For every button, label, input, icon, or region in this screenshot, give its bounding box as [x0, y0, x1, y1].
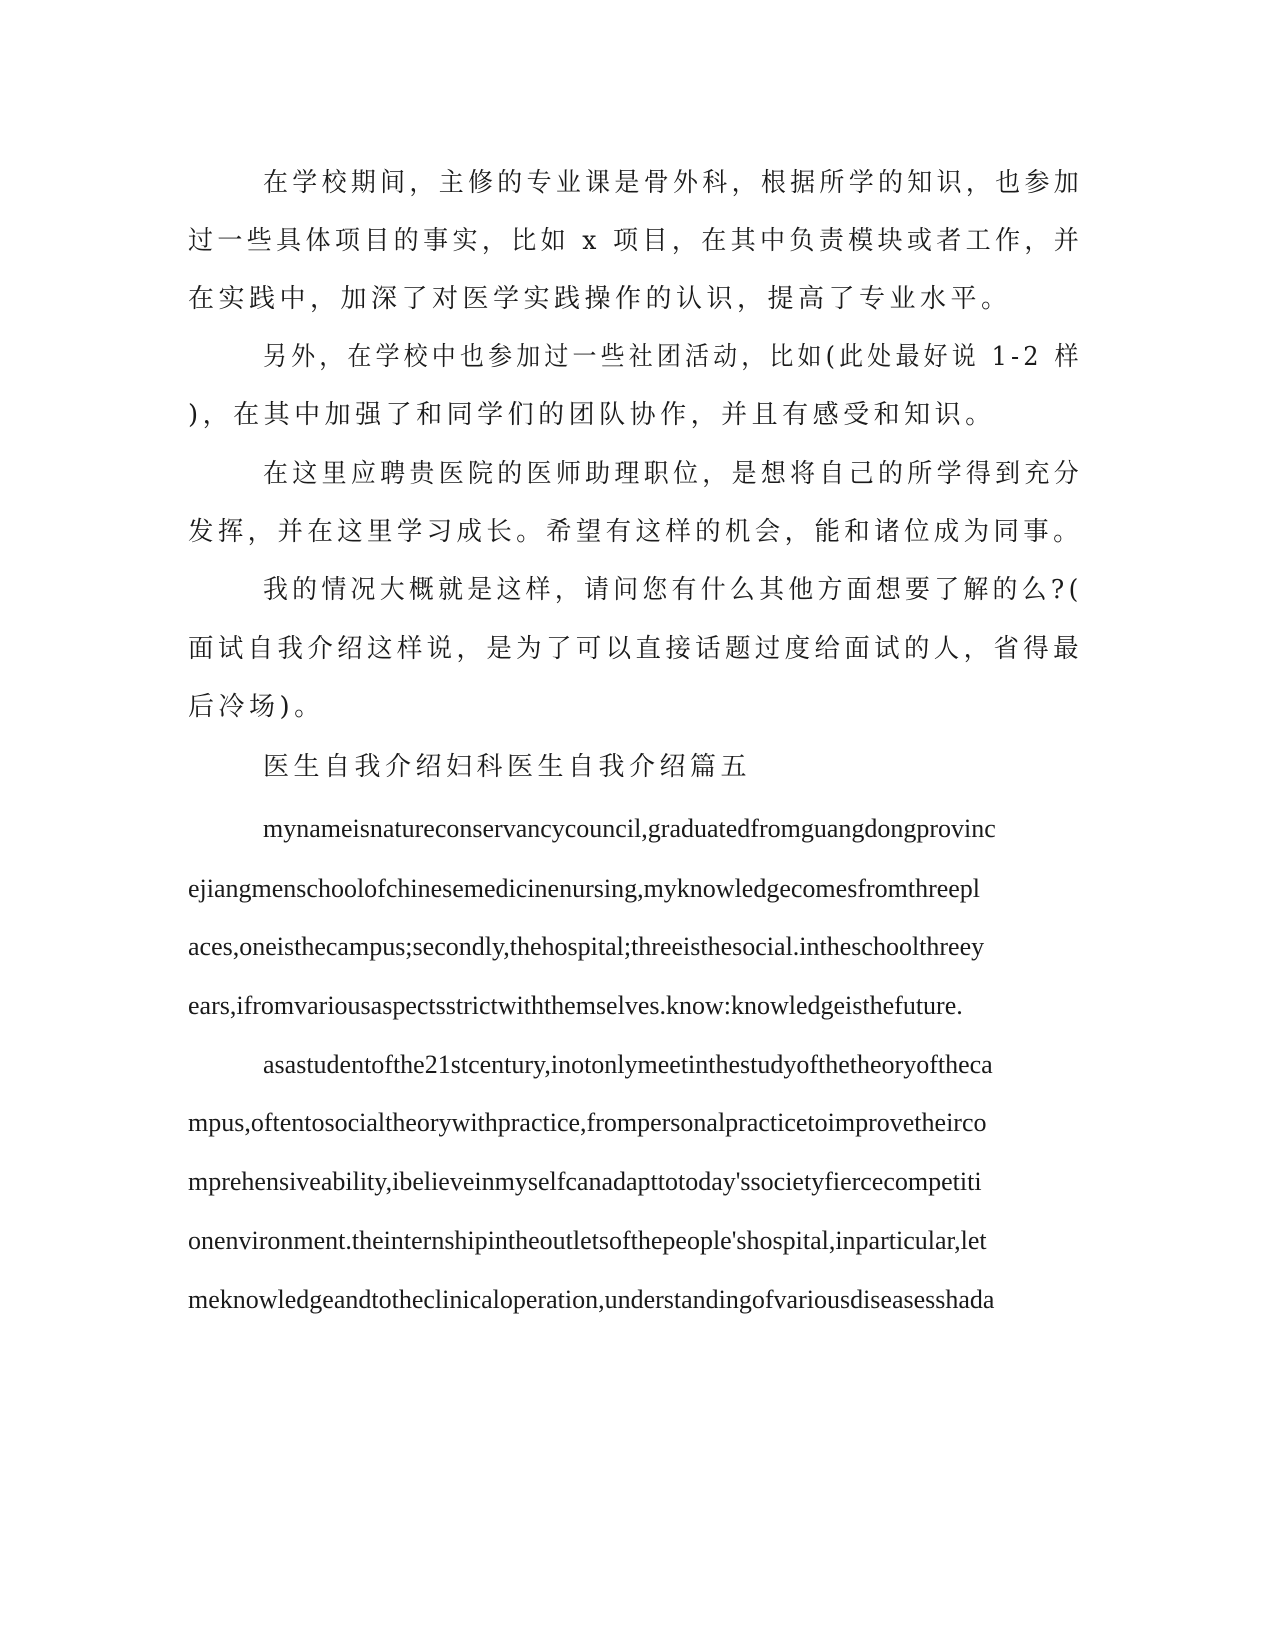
paragraph-6-line-4: onenvironment.theinternshipintheoutletsofthepeople'shospital,inparticular,let: [188, 1226, 987, 1255]
paragraph-5-line-2: ejiangmenschoolofchinesemedicinenursing,myknowledgecomesfromthreepl: [188, 874, 981, 903]
paragraph-4-line-2: 面试自我介绍这样说，是为了可以直接话题过度给面试的人，省得最: [188, 634, 1083, 664]
paragraph-4-line-3: 后冷场)。: [188, 692, 325, 722]
paragraph-1-line-1: 在学校期间，主修的专业课是骨外科，根据所学的知识，也参加: [263, 168, 1084, 198]
paragraph-1-line-3: 在实践中，加深了对医学实践操作的认识，提高了专业水平。: [188, 284, 1012, 314]
paragraph-2-line-1: 另外，在学校中也参加过一些社团活动，比如(此处最好说 1-2 样: [263, 342, 1083, 372]
paragraph-6-line-2: mpus,oftentosocialtheorywithpractice,frompersonalpracticetoimprovetheirco: [188, 1108, 987, 1137]
paragraph-5-line-3: aces,oneisthecampus;secondly,thehospital;threeisthesocial.intheschoolthreey: [188, 932, 985, 961]
paragraph-2-line-2: )，在其中加强了和同学们的团队协作，并且有感受和知识。: [188, 400, 996, 430]
paragraph-3-line-2: 发挥，并在这里学习成长。希望有这样的机会，能和诸位成为同事。: [188, 517, 1083, 547]
paragraph-5-line-1: mynameisnatureconservancycouncil,graduatedfromguangdongprovinc: [263, 814, 996, 843]
paragraph-1-line-2: 过一些具体项目的事实，比如 x 项目，在其中负责模块或者工作，并: [188, 226, 1084, 256]
paragraph-4-line-1: 我的情况大概就是这样，请问您有什么其他方面想要了解的么?(: [263, 575, 1083, 605]
paragraph-6-line-1: asastudentofthe21stcentury,inotonlymeetinthestudyofthetheoryoftheca: [263, 1050, 993, 1079]
paragraph-3-line-1: 在这里应聘贵医院的医师助理职位，是想将自己的所学得到充分: [263, 459, 1084, 489]
paragraph-5-line-4: ears,ifromvariousaspectsstrictwiththemselves.know:knowledgeisthefuture.: [188, 991, 963, 1020]
section-heading: 医生自我介绍妇科医生自我介绍篇五: [263, 752, 752, 782]
paragraph-6-line-3: mprehensiveability,ibelieveinmyselfcanadapttotoday'ssocietyfiercecompetiti: [188, 1167, 982, 1196]
paragraph-6-line-5: meknowledgeandtotheclinicaloperation,understandingofvariousdiseasesshada: [188, 1285, 995, 1314]
